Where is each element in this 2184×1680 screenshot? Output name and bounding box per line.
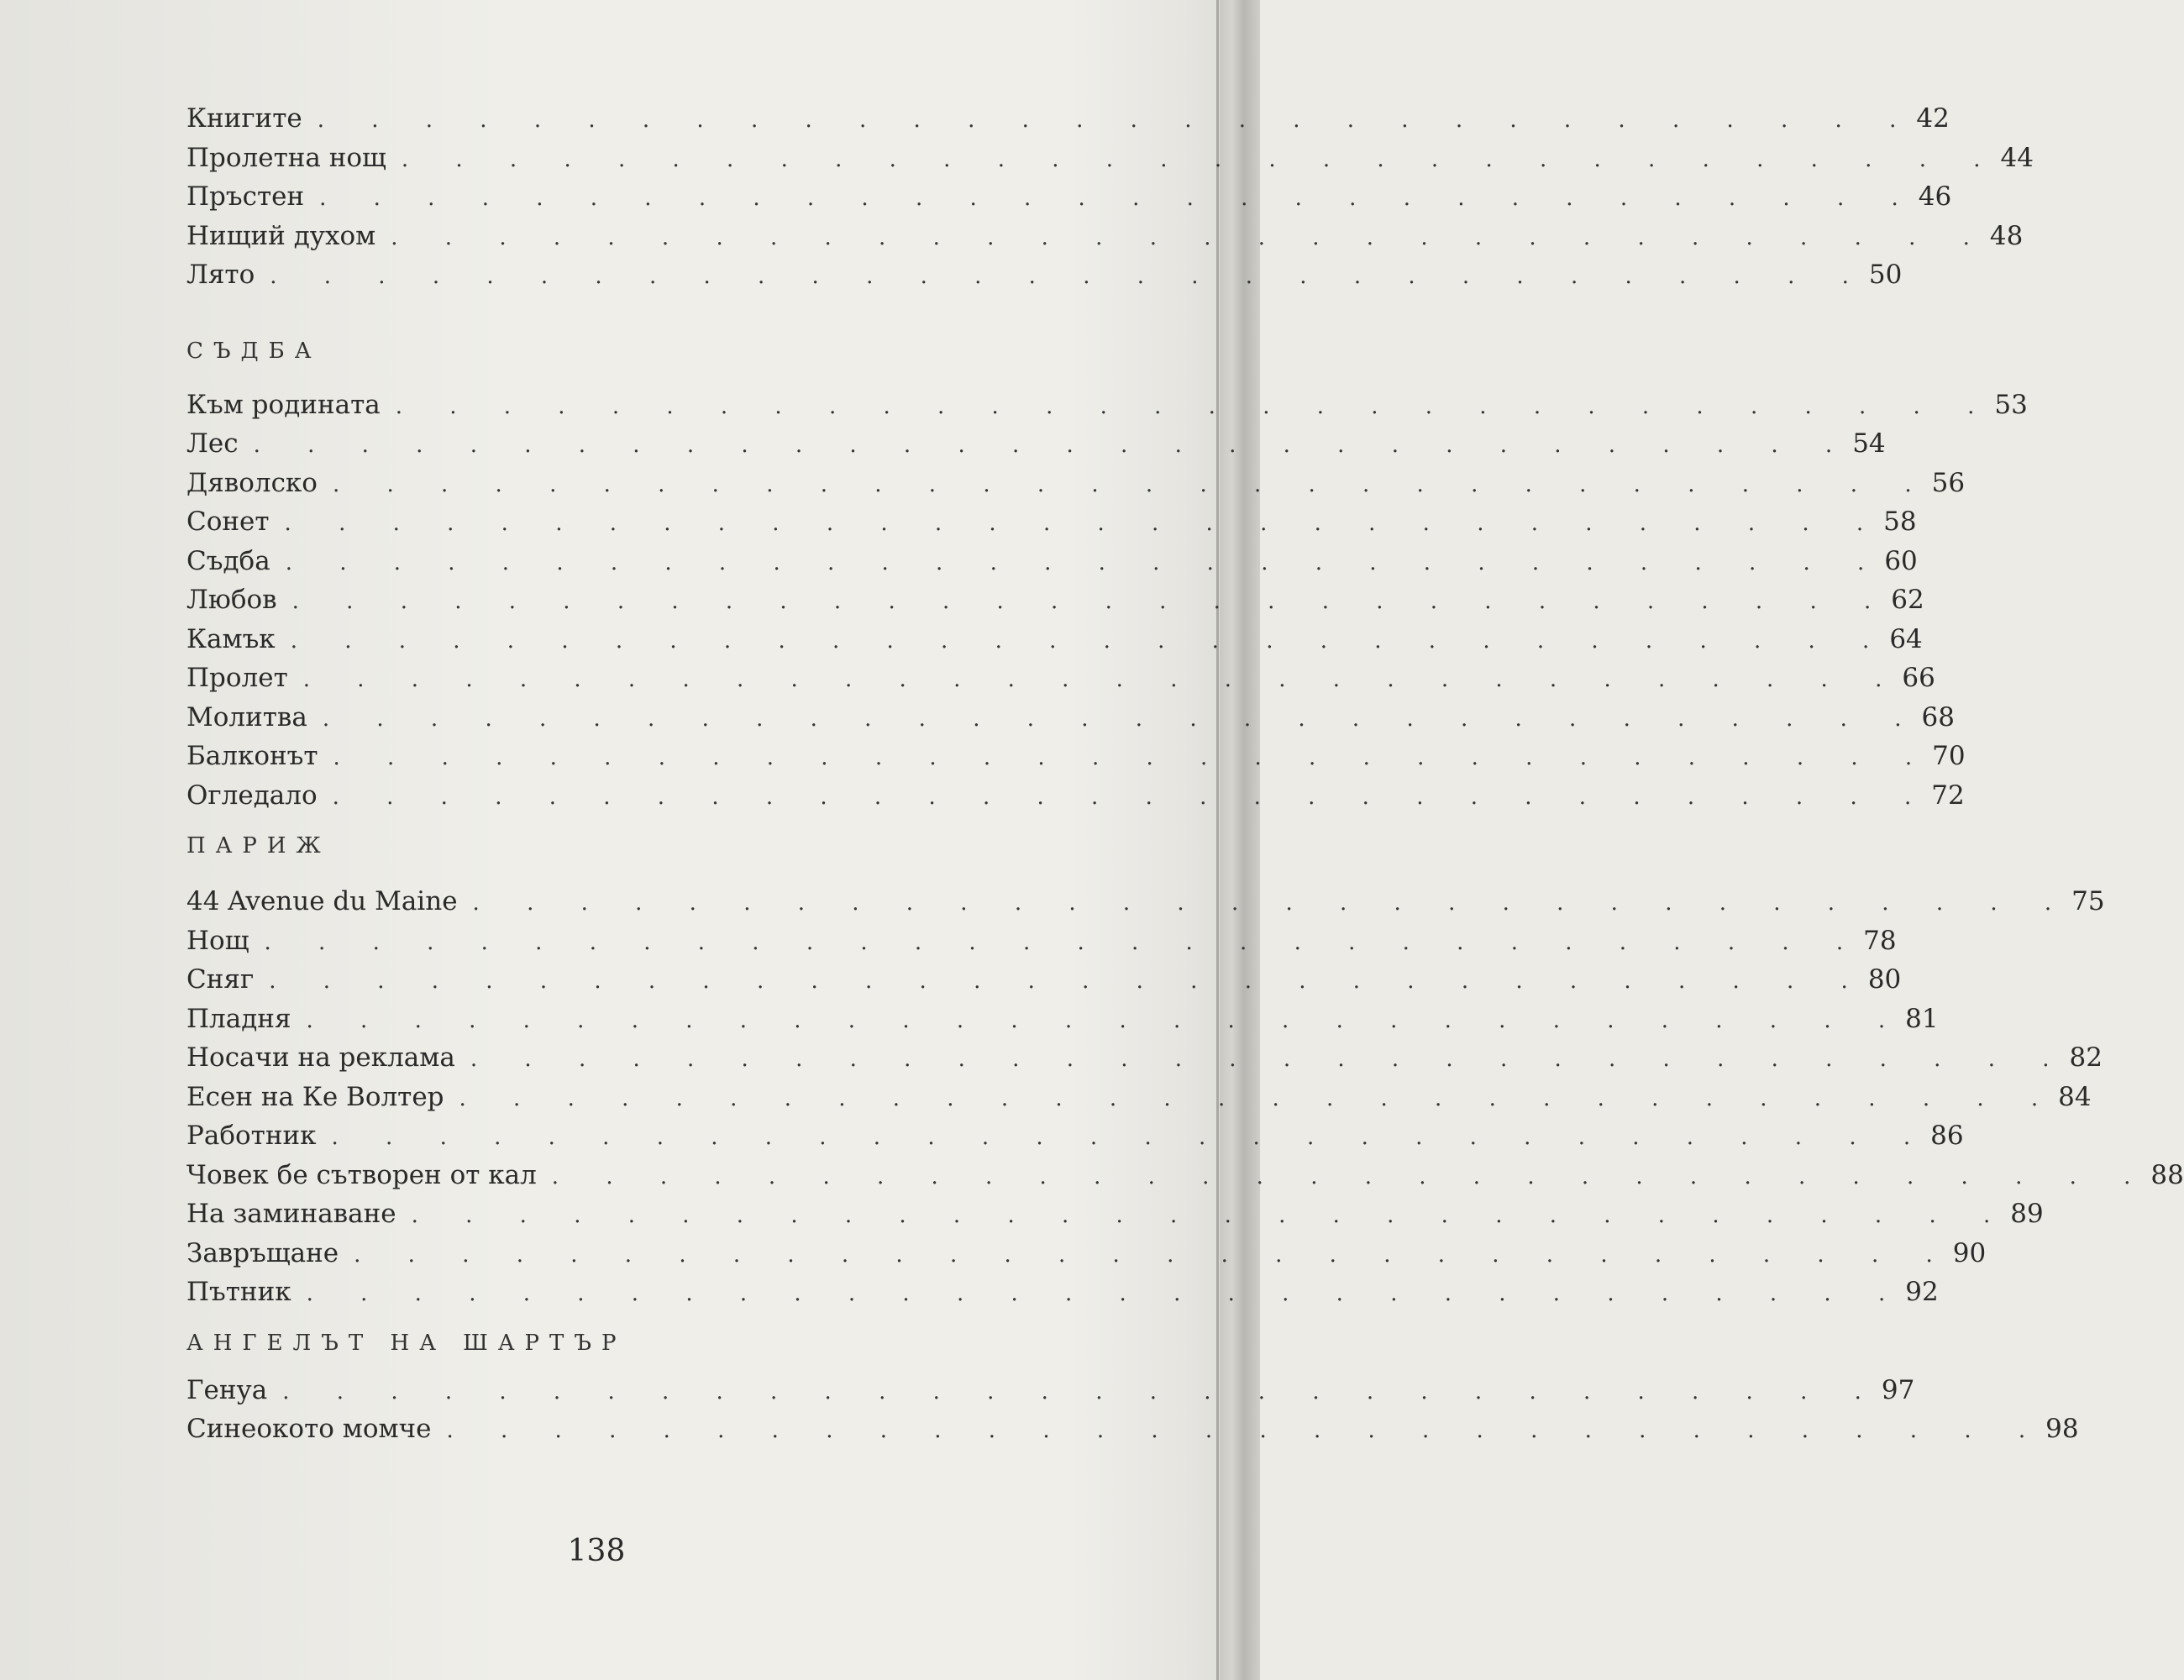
toc-entry[interactable]	[186, 698, 1955, 738]
entry-page-number: 75	[2071, 886, 2105, 916]
entry-title: Генуа	[186, 1374, 268, 1405]
dot-leader: . . . . . . . . . . . . . . . . . . . . . . . . . . . . . .	[284, 511, 1884, 536]
dot-leader: . . . . . . . . . . . . . . . . . . . . . . . . . . . . . .	[302, 667, 1903, 692]
toc-entry[interactable]	[186, 542, 1918, 581]
toc-entry[interactable]	[186, 776, 1965, 816]
dot-leader: . . . . . . . . . . . . . . . . . . . . . . . . . . . . . .	[319, 186, 1919, 211]
entry-title: Книгите	[186, 103, 302, 134]
dot-leader: . . . . . . . . . . . . . . . . . . . . . . . . . . . . . .	[290, 627, 1890, 654]
dot-leader: . . . . . . . . . . . . . . . . . . . . . . . . . . . . . .	[411, 1203, 2011, 1228]
dot-leader: . . . . . . . . . . . . . . . . . . . . . . . . . . . . . .	[291, 589, 1892, 614]
toc-entry[interactable]	[186, 502, 1917, 542]
entry-page-number: 64	[1889, 623, 1923, 654]
dot-leader: . . . . . . . . . . . . . . . . . . . . . . . . . . . . . .	[306, 1007, 1906, 1033]
toc-entry[interactable]	[186, 1116, 1964, 1156]
dot-leader: . . . . . . . . . . . . . . . . . . . . . . . . . . . . . .	[395, 393, 1995, 419]
toc-entry[interactable]	[186, 424, 1886, 464]
toc-entry[interactable]	[186, 620, 1923, 659]
dot-leader: . . . . . . . . . . . . . . . . . . . . . . . . . . . . . .	[270, 264, 1869, 289]
dot-leader: . . . . . . . . . . . . . . . . . . . . . . . . . . . . . .	[317, 108, 1917, 133]
entry-page-number: 86	[1930, 1121, 1964, 1151]
toc-entry[interactable]	[186, 1078, 2092, 1117]
dot-leader: . . . . . . . . . . . . . . . . . . . . . . . . . . . . . .	[332, 784, 1932, 810]
toc-entry[interactable]	[186, 464, 1966, 503]
toc-entry[interactable]	[186, 1156, 2184, 1195]
entry-title: Съдба	[186, 545, 270, 576]
entry-title: 44 Avenue du Maine	[186, 886, 458, 916]
dot-leader: . . . . . . . . . . . . . . . . . . . . . . . . . . . . . .	[446, 1418, 2046, 1443]
entry-title: Пролетна нощ	[186, 142, 386, 173]
entry-title: Любов	[186, 585, 277, 615]
page-number: 138	[567, 1534, 626, 1568]
toc-section-continued	[186, 99, 2034, 295]
entry-title: Камък	[186, 623, 276, 654]
entry-page-number: 92	[1905, 1277, 1939, 1307]
toc-entry[interactable]	[186, 1273, 1939, 1312]
dot-leader: . . . . . . . . . . . . . . . . . . . . . . . . . . . . . .	[306, 1281, 1906, 1306]
toc-entry[interactable]	[186, 99, 1950, 139]
entry-page-number: 84	[2058, 1081, 2092, 1112]
entry-title: На заминаване	[186, 1199, 396, 1229]
toc-entry[interactable]	[186, 1234, 1987, 1273]
toc-section-parizh	[186, 882, 2184, 1312]
entry-title: Дяволско	[186, 467, 318, 498]
entry-title: Пръстен	[186, 181, 305, 212]
entry-page-number: 90	[1952, 1237, 1987, 1268]
dot-leader: . . . . . . . . . . . . . . . . . . . . . . . . . . . . . .	[331, 1125, 1931, 1150]
toc-section-sadba	[186, 386, 2028, 816]
entry-page-number: 80	[1867, 964, 1902, 995]
toc-entry[interactable]	[186, 386, 2028, 425]
dot-leader: . . . . . . . . . . . . . . . . . . . . . . . . . . . . . .	[253, 433, 1853, 458]
entry-page-number: 98	[2045, 1414, 2079, 1444]
toc-entry[interactable]	[186, 882, 2105, 921]
entry-title: Лято	[186, 260, 255, 290]
entry-page-number: 50	[1868, 260, 1903, 290]
entry-page-number: 60	[1884, 545, 1918, 576]
toc-entry[interactable]	[186, 255, 1903, 295]
dot-leader: . . . . . . . . . . . . . . . . . . . . . . . . . . . . . .	[551, 1163, 2151, 1189]
entry-title: Пътник	[186, 1277, 291, 1307]
entry-page-number: 89	[2010, 1199, 2044, 1229]
dot-leader: . . . . . . . . . . . . . . . . . . . . . . . . . . . . . .	[269, 969, 1868, 994]
toc-entry[interactable]	[186, 1038, 2103, 1078]
entry-page-number: 53	[1994, 389, 2028, 420]
entry-page-number: 78	[1863, 925, 1897, 956]
entry-page-number: 58	[1883, 507, 1917, 537]
entry-page-number: 48	[1989, 220, 2024, 251]
entry-title: Човек бе сътворен от кал	[186, 1159, 537, 1190]
entry-page-number: 56	[1931, 467, 1966, 498]
dot-leader: . . . . . . . . . . . . . . . . . . . . . . . . . . . . . .	[470, 1047, 2070, 1072]
toc-entry[interactable]	[186, 1371, 1915, 1410]
entry-title: Нищий духом	[186, 220, 376, 251]
entry-page-number: 97	[1881, 1374, 1915, 1405]
toc-entry[interactable]	[186, 1000, 1939, 1039]
dot-leader: . . . . . . . . . . . . . . . . . . . . . . . . . . . . . .	[472, 890, 2072, 916]
entry-page-number: 81	[1905, 1003, 1939, 1034]
dot-leader: . . . . . . . . . . . . . . . . . . . . . . . . . . . . . .	[401, 146, 2001, 172]
entry-page-number: 54	[1852, 428, 1886, 459]
entry-title: Лес	[186, 428, 239, 459]
dot-leader: . . . . . . . . . . . . . . . . . . . . . . . . . . . . . .	[391, 224, 1990, 250]
entry-title: Синеокото момче	[186, 1414, 432, 1444]
entry-page-number: 72	[1931, 780, 1965, 811]
section-heading: ПАРИЖ	[186, 833, 331, 858]
entry-title: Работник	[186, 1121, 317, 1151]
entry-title: Сняг	[186, 964, 255, 995]
dot-leader: . . . . . . . . . . . . . . . . . . . . . . . . . . . . . .	[332, 471, 1932, 497]
entry-page-number: 42	[1916, 103, 1950, 134]
toc-entry[interactable]	[186, 921, 1897, 961]
toc-entry[interactable]	[186, 1194, 2044, 1234]
dot-leader: . . . . . . . . . . . . . . . . . . . . . . . . . . . . . .	[282, 1378, 1882, 1404]
section-heading: АНГЕЛЪТ НА ШАРТЪР	[186, 1330, 627, 1356]
entry-title: Към родината	[186, 389, 381, 420]
toc-section-angelat-na-shartar	[186, 1371, 2079, 1449]
dot-leader: . . . . . . . . . . . . . . . . . . . . . . . . . . . . . .	[459, 1085, 2059, 1111]
entry-title: Пролет	[186, 663, 288, 693]
table-of-contents	[186, 99, 2184, 1449]
toc-entry[interactable]	[186, 1410, 2079, 1449]
toc-entry[interactable]	[186, 960, 1902, 1000]
entry-title: Есен на Ке Волтер	[186, 1081, 444, 1112]
entry-title: Нощ	[186, 925, 249, 956]
entry-page-number: 88	[2150, 1159, 2184, 1190]
entry-title: Сонет	[186, 507, 270, 537]
dot-leader: . . . . . . . . . . . . . . . . . . . . . . . . . . . . . .	[354, 1242, 1953, 1268]
toc-entry[interactable]	[186, 177, 1952, 217]
entry-title: Носачи на реклама	[186, 1042, 455, 1073]
dot-leader: . . . . . . . . . . . . . . . . . . . . . . . . . . . . . .	[285, 549, 1885, 575]
toc-entry[interactable]	[186, 737, 1966, 776]
entry-title: Завръщане	[186, 1237, 339, 1268]
entry-page-number: 82	[2069, 1042, 2103, 1073]
entry-page-number: 46	[1918, 181, 1952, 212]
entry-title: Молитва	[186, 701, 307, 732]
toc-entry[interactable]	[186, 139, 2034, 178]
dot-leader: . . . . . . . . . . . . . . . . . . . . . . . . . . . . . .	[264, 929, 1864, 955]
dot-leader: . . . . . . . . . . . . . . . . . . . . . . . . . . . . . .	[333, 745, 1933, 770]
entry-page-number: 44	[2000, 142, 2034, 173]
entry-title: Пладня	[186, 1003, 291, 1034]
entry-page-number: 62	[1891, 585, 1924, 615]
entry-page-number: 68	[1921, 701, 1955, 732]
entry-title: Огледало	[186, 780, 318, 811]
dot-leader: . . . . . . . . . . . . . . . . . . . . . . . . . . . . . .	[322, 706, 1922, 732]
section-heading: СЪДБА	[186, 338, 322, 364]
toc-entry[interactable]	[186, 217, 2024, 256]
toc-entry[interactable]	[186, 659, 1935, 698]
entry-page-number: 70	[1932, 741, 1966, 771]
entry-title: Балконът	[186, 741, 318, 771]
toc-entry[interactable]	[186, 580, 1924, 620]
entry-page-number: 66	[1902, 663, 1935, 693]
